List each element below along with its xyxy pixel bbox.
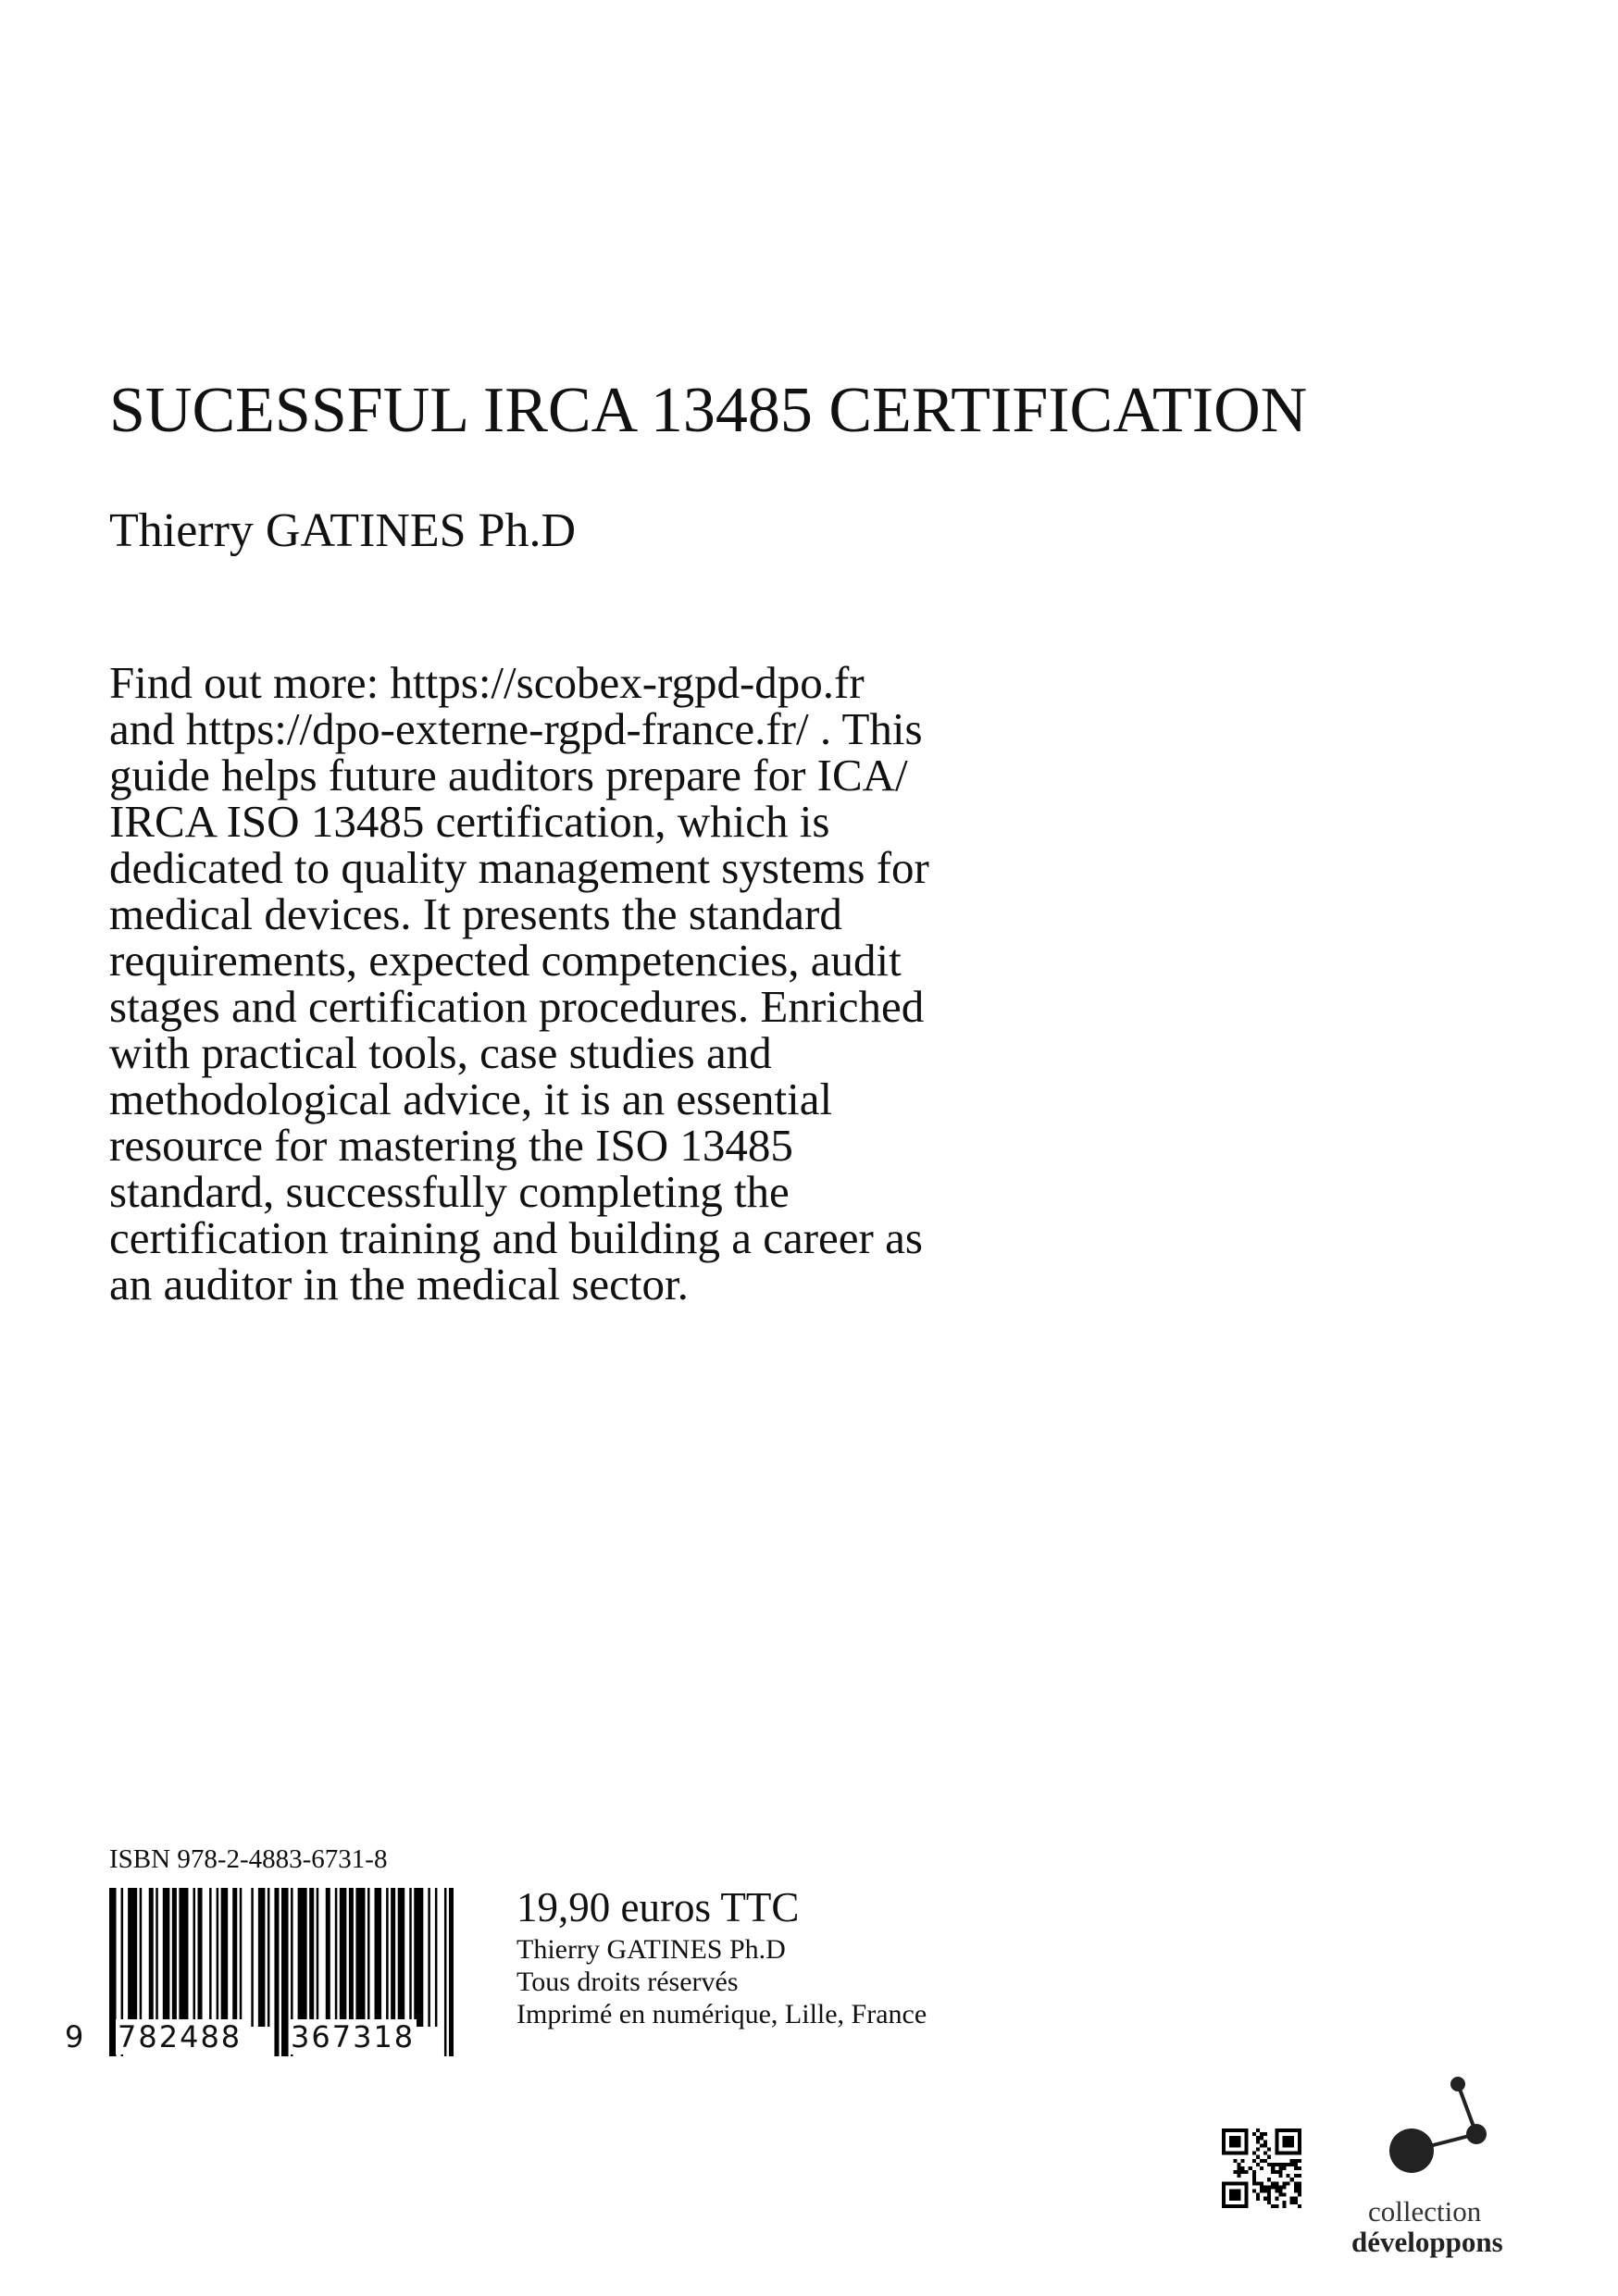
qr-module	[1240, 2159, 1244, 2163]
qr-module	[1229, 2128, 1233, 2132]
qr-module	[1278, 2185, 1282, 2189]
qr-module	[1245, 2197, 1249, 2201]
barcode-bar	[163, 1888, 170, 2027]
barcode-bar	[375, 1888, 382, 2027]
qr-module	[1222, 2140, 1226, 2143]
qr-module	[1267, 2155, 1271, 2159]
description-line: guide helps future auditors prepare for ICA/	[109, 750, 908, 800]
qr-module	[1298, 2152, 1301, 2155]
qr-module	[1252, 2178, 1256, 2181]
qr-module	[1294, 2152, 1298, 2155]
qr-module	[1287, 2128, 1290, 2132]
barcode-bar	[193, 1888, 195, 2027]
qr-module	[1237, 2128, 1240, 2132]
qr-module	[1294, 2190, 1298, 2193]
qr-module	[1287, 2140, 1290, 2143]
qr-module	[1245, 2147, 1249, 2151]
description-line: resource for mastering the ISO 13485	[109, 1120, 793, 1171]
qr-module	[1298, 2132, 1301, 2136]
qr-module	[1229, 2197, 1233, 2201]
qr-module	[1278, 2128, 1282, 2132]
qr-module	[1275, 2163, 1278, 2166]
barcode-bar	[209, 1888, 212, 2027]
qr-module	[1252, 2174, 1256, 2178]
qr-module	[1298, 2181, 1301, 2185]
qr-module	[1237, 2166, 1240, 2170]
qr-module	[1278, 2174, 1282, 2178]
description-line: certification training and building a career as	[109, 1212, 923, 1263]
description-line: Find out more: https://scobex-rgpd-dpo.fr	[109, 657, 865, 708]
qr-module	[1240, 2170, 1244, 2174]
qr-module	[1290, 2163, 1294, 2166]
barcode-bar	[258, 1888, 266, 2027]
qr-module	[1245, 2193, 1249, 2197]
qr-module	[1278, 2166, 1282, 2170]
barcode-bar	[217, 1888, 219, 2027]
barcode-bar	[298, 1888, 307, 2027]
qr-module	[1245, 2181, 1249, 2185]
qr-module	[1233, 2128, 1237, 2132]
qr-module	[1245, 2201, 1249, 2204]
qr-module	[1298, 2128, 1301, 2132]
qr-module	[1245, 2185, 1249, 2189]
qr-module	[1275, 2128, 1278, 2132]
qr-module	[1271, 2166, 1275, 2170]
description-line: stages and certification procedures. Enriched	[109, 981, 925, 1032]
qr-module	[1237, 2197, 1240, 2201]
qr-module	[1263, 2132, 1267, 2136]
qr-module	[1237, 2152, 1240, 2155]
qr-module	[1267, 2197, 1271, 2201]
qr-module	[1245, 2136, 1249, 2140]
qr-module	[1237, 2140, 1240, 2143]
qr-module	[1256, 2147, 1260, 2151]
qr-module	[1267, 2147, 1271, 2151]
qr-module	[1233, 2204, 1237, 2208]
qr-module	[1263, 2185, 1267, 2189]
qr-module	[1233, 2197, 1237, 2201]
qr-module	[1229, 2140, 1233, 2143]
barcode-bar	[326, 1888, 330, 2027]
qr-module	[1287, 2163, 1290, 2166]
qr-module	[1263, 2152, 1267, 2155]
qr-module	[1290, 2152, 1294, 2155]
qr-module	[1283, 2152, 1287, 2155]
qr-module	[1256, 2181, 1260, 2185]
barcode-bar	[198, 1888, 203, 2027]
qr-module	[1229, 2136, 1233, 2140]
barcode-bar	[414, 1888, 423, 2027]
qr-module	[1263, 2190, 1267, 2193]
qr-module	[1283, 2140, 1287, 2143]
qr-module	[1275, 2136, 1278, 2140]
qr-module	[1283, 2143, 1287, 2147]
price: 19,90 euros TTC	[517, 1884, 800, 1930]
qr-module	[1287, 2174, 1290, 2178]
barcode-bar	[240, 1888, 243, 2027]
qr-module	[1237, 2204, 1240, 2208]
isbn-label: ISBN 978-2-4883-6731-8	[109, 1844, 388, 1874]
qr-module	[1240, 2128, 1244, 2132]
qr-module	[1252, 2170, 1256, 2174]
qr-module	[1260, 2190, 1263, 2193]
qr-module	[1237, 2163, 1240, 2166]
qr-module	[1298, 2143, 1301, 2147]
qr-module	[1298, 2159, 1301, 2163]
qr-module	[1267, 2163, 1271, 2166]
qr-module	[1294, 2185, 1298, 2189]
qr-module	[1263, 2140, 1267, 2143]
barcode-bar	[172, 1888, 177, 2027]
qr-module	[1229, 2190, 1233, 2193]
qr-module	[1290, 2201, 1294, 2204]
qr-module	[1287, 2152, 1290, 2155]
qr-module	[1252, 2132, 1256, 2136]
qr-module	[1283, 2181, 1287, 2185]
qr-module	[1222, 2147, 1226, 2151]
qr-module	[1290, 2159, 1294, 2163]
qr-module	[1222, 2128, 1226, 2132]
description-line: standard, successfully completing the	[109, 1166, 790, 1217]
qr-module	[1287, 2136, 1290, 2140]
qr-module	[1278, 2170, 1282, 2174]
qr-module	[1287, 2143, 1290, 2147]
barcode-bar	[386, 1888, 389, 2027]
molecule-icon	[1379, 2066, 1509, 2186]
qr-module	[1233, 2193, 1237, 2197]
printing-notice: Imprimé en numérique, Lille, France	[517, 1999, 927, 2029]
qr-module	[1245, 2170, 1249, 2174]
qr-module	[1222, 2190, 1226, 2193]
qr-module	[1275, 2204, 1278, 2208]
qr-module	[1298, 2166, 1301, 2170]
qr-module	[1298, 2136, 1301, 2140]
qr-module	[1290, 2128, 1294, 2132]
qr-module	[1298, 2204, 1301, 2208]
qr-module	[1283, 2204, 1287, 2208]
qr-module	[1233, 2170, 1237, 2174]
qr-module	[1294, 2197, 1298, 2201]
qr-module	[1283, 2185, 1287, 2189]
description-line: with practical tools, case studies and	[109, 1027, 772, 1078]
qr-module	[1298, 2185, 1301, 2189]
qr-module	[1222, 2136, 1226, 2140]
description-line: dedicated to quality management systems for	[109, 842, 929, 893]
qr-module	[1298, 2174, 1301, 2178]
collection-name: développons	[1351, 2226, 1503, 2258]
qr-module	[1237, 2190, 1240, 2193]
description-line: medical devices. It presents the standard	[109, 888, 842, 939]
barcode-bar	[140, 1888, 143, 2027]
qr-module	[1240, 2152, 1244, 2155]
qr-module	[1275, 2170, 1278, 2174]
qr-module	[1245, 2128, 1249, 2132]
qr-module	[1237, 2136, 1240, 2140]
barcode-lead-digit: 9	[65, 2019, 84, 2054]
qr-module	[1294, 2181, 1298, 2185]
qr-module	[1260, 2185, 1263, 2189]
qr-module	[1233, 2159, 1237, 2163]
barcode-digits	[65, 2019, 463, 2066]
qr-module	[1245, 2132, 1249, 2136]
qr-module	[1263, 2159, 1267, 2163]
qr-module	[1283, 2193, 1287, 2197]
description-line: requirements, expected competencies, audit	[109, 935, 902, 986]
qr-module	[1275, 2132, 1278, 2136]
qr-module	[1252, 2159, 1256, 2163]
barcode-bar	[428, 1888, 430, 2027]
qr-module	[1298, 2193, 1301, 2197]
book-title: SUCESSFUL IRCA 13485 CERTIFICATION	[109, 375, 1308, 446]
qr-module	[1260, 2181, 1263, 2185]
collection-label: collection	[1368, 2195, 1482, 2228]
qr-module	[1222, 2197, 1226, 2201]
qr-module	[1252, 2181, 1256, 2185]
qr-module	[1226, 2128, 1229, 2132]
qr-module	[1260, 2132, 1263, 2136]
qr-module	[1267, 2185, 1271, 2189]
qr-module	[1294, 2166, 1298, 2170]
qr-module	[1226, 2204, 1229, 2208]
qr-module	[1233, 2136, 1237, 2140]
qr-module	[1245, 2204, 1249, 2208]
barcode-bar	[232, 1888, 237, 2027]
qr-module	[1275, 2147, 1278, 2151]
qr-module	[1278, 2163, 1282, 2166]
qr-module	[1290, 2178, 1294, 2181]
publisher-author: Thierry GATINES Ph.D	[517, 1934, 786, 1965]
qr-module	[1275, 2185, 1278, 2189]
barcode-bar	[251, 1888, 254, 2027]
barcode-bar	[391, 1888, 395, 2027]
qr-module	[1298, 2140, 1301, 2143]
qr-module	[1271, 2163, 1275, 2166]
qr-module	[1240, 2166, 1244, 2170]
qr-module	[1229, 2181, 1233, 2185]
barcode-bar	[367, 1888, 370, 2027]
qr-module	[1249, 2166, 1252, 2170]
barcode-bar	[309, 1888, 314, 2027]
qr-module	[1256, 2197, 1260, 2201]
qr-module	[1229, 2193, 1233, 2197]
qr-module	[1222, 2152, 1226, 2155]
qr-module	[1283, 2128, 1287, 2132]
qr-module	[1275, 2152, 1278, 2155]
qr-module	[1271, 2185, 1275, 2189]
qr-module	[1222, 2201, 1226, 2204]
qr-module	[1275, 2190, 1278, 2193]
barcode-bar	[335, 1888, 338, 2027]
qr-module	[1237, 2174, 1240, 2178]
barcode-digit-group-left: 782488	[118, 2019, 243, 2054]
qr-module	[1226, 2181, 1229, 2185]
qr-module	[1256, 2155, 1260, 2159]
qr-module	[1278, 2190, 1282, 2193]
qr-module	[1283, 2166, 1287, 2170]
qr-module	[1237, 2181, 1240, 2185]
qr-module	[1229, 2143, 1233, 2147]
barcode-bar	[317, 1888, 319, 2027]
qr-module	[1290, 2136, 1294, 2140]
qr-module	[1260, 2143, 1263, 2147]
description-line: an auditor in the medical sector.	[109, 1259, 689, 1309]
barcode-bar	[355, 1888, 365, 2027]
qr-module	[1256, 2128, 1260, 2132]
qr-module	[1267, 2178, 1271, 2181]
qr-module	[1271, 2204, 1275, 2208]
qr-module	[1256, 2193, 1260, 2197]
barcode-bar	[340, 1888, 347, 2027]
qr-module	[1222, 2193, 1226, 2197]
barcode-bar	[221, 1888, 229, 2027]
rights-notice: Tous droits réservés	[517, 1967, 739, 1997]
qr-module	[1298, 2190, 1301, 2193]
qr-module	[1275, 2143, 1278, 2147]
qr-module	[1240, 2181, 1244, 2185]
qr-module	[1267, 2193, 1271, 2197]
barcode-bar	[435, 1888, 438, 2027]
qr-code-icon	[1222, 2128, 1301, 2208]
qr-module	[1260, 2166, 1263, 2170]
description-line: and https://dpo-externe-rgpd-france.fr/ . This	[109, 703, 923, 754]
barcode-bar	[149, 1888, 154, 2027]
qr-module	[1263, 2143, 1267, 2147]
qr-module	[1222, 2204, 1226, 2208]
description-line: methodological advice, it is an essential	[109, 1074, 833, 1124]
qr-module	[1290, 2197, 1294, 2201]
qr-module	[1256, 2136, 1260, 2140]
qr-module	[1237, 2143, 1240, 2147]
qr-module	[1245, 2140, 1249, 2143]
qr-module	[1278, 2193, 1282, 2197]
qr-module	[1271, 2181, 1275, 2185]
qr-module	[1245, 2143, 1249, 2147]
qr-module	[1294, 2201, 1298, 2204]
qr-module	[1226, 2152, 1229, 2155]
qr-module	[1237, 2193, 1240, 2197]
qr-module	[1240, 2204, 1244, 2208]
qr-module	[1283, 2136, 1287, 2140]
qr-module	[1290, 2143, 1294, 2147]
qr-module	[1256, 2140, 1260, 2143]
barcode-digit-group-right: 367318	[291, 2019, 416, 2054]
qr-module	[1233, 2152, 1237, 2155]
qr-module	[1237, 2170, 1240, 2174]
qr-module	[1275, 2197, 1278, 2201]
qr-module	[1294, 2163, 1298, 2166]
qr-module	[1233, 2143, 1237, 2147]
qr-module	[1275, 2181, 1278, 2185]
qr-module	[1233, 2181, 1237, 2185]
qr-module	[1256, 2163, 1260, 2166]
qr-module	[1283, 2163, 1287, 2166]
qr-module	[1245, 2152, 1249, 2155]
qr-module	[1222, 2132, 1226, 2136]
qr-module	[1298, 2147, 1301, 2151]
description-line: IRCA ISO 13485 certification, which is	[109, 796, 830, 847]
qr-module	[1267, 2201, 1271, 2204]
qr-module	[1260, 2159, 1263, 2163]
qr-module	[1263, 2197, 1267, 2201]
qr-module	[1260, 2136, 1263, 2140]
qr-module	[1275, 2140, 1278, 2143]
book-description	[109, 657, 1257, 1309]
qr-module	[1229, 2204, 1233, 2208]
barcode-bar	[349, 1888, 354, 2027]
qr-module	[1252, 2152, 1256, 2155]
qr-module	[1294, 2128, 1298, 2132]
qr-module	[1222, 2143, 1226, 2147]
qr-module	[1283, 2201, 1287, 2204]
qr-module	[1245, 2190, 1249, 2193]
qr-module	[1233, 2140, 1237, 2143]
qr-module	[1271, 2170, 1275, 2174]
qr-module	[1233, 2190, 1237, 2193]
qr-module	[1252, 2190, 1256, 2193]
barcode-bar	[156, 1888, 158, 2027]
barcode-bar	[179, 1888, 188, 2027]
qr-module	[1229, 2152, 1233, 2155]
qr-module	[1278, 2152, 1282, 2155]
barcode-bar	[409, 1888, 412, 2027]
barcode-bar	[128, 1888, 137, 2027]
qr-module	[1294, 2159, 1298, 2163]
qr-module	[1222, 2181, 1226, 2185]
qr-module	[1294, 2174, 1298, 2178]
barcode-bar	[398, 1888, 405, 2027]
qr-module	[1267, 2190, 1271, 2193]
qr-module	[1287, 2181, 1290, 2185]
qr-module	[1290, 2140, 1294, 2143]
qr-module	[1222, 2185, 1226, 2189]
barcode-bar	[268, 1888, 270, 2027]
book-author: Thierry GATINES Ph.D	[109, 504, 577, 557]
